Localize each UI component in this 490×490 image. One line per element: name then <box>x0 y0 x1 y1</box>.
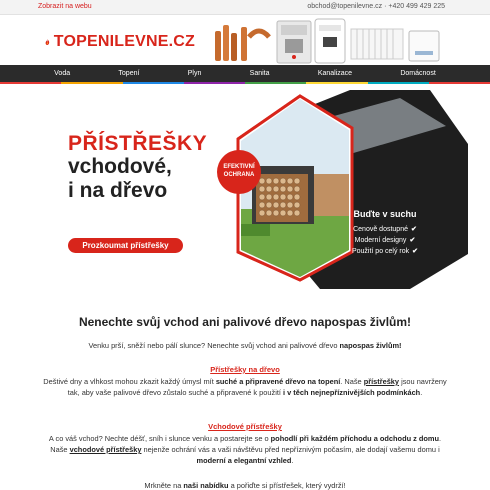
copper-fittings-icon <box>215 25 269 61</box>
flame-icon <box>45 27 50 57</box>
subheading-wood-shelters[interactable]: Přístřešky na dřevo <box>210 365 280 374</box>
water-heater-icon <box>315 19 345 63</box>
check-icon: ✔ <box>412 248 419 255</box>
check-icon: ✔ <box>409 237 416 244</box>
view-on-web-link[interactable]: Zobrazit na webu <box>38 3 92 10</box>
hero-banner[interactable] <box>0 84 490 294</box>
nav-item-plyn[interactable]: Plyn <box>187 70 202 77</box>
subheading-entrance-shelters[interactable]: Vchodové přístřešky <box>208 422 282 431</box>
offer-link[interactable]: naši nabídku <box>183 481 229 490</box>
nav-item-topeni[interactable]: Topení <box>118 70 140 77</box>
wood-shelters-paragraph: Deštivé dny a vlhkost mohou zkazit každý úmysl mít suché a připravené dřevo na topení. Naše přístřešky jsou navrženy tak, aby vaše palivové dřevo zůstalo suché a připravené k použití i v těch nejnepříznivějších podmínkách. <box>43 377 447 397</box>
entrance-shelters-link[interactable]: vchodové přístřešky <box>69 445 142 454</box>
benefits-list <box>330 209 440 258</box>
nav-item-kanalizace[interactable]: Kanalizace <box>317 70 353 77</box>
benefit-item: Použití po celý rok ✔ <box>351 248 419 255</box>
nav-item-domacnost[interactable]: Domácnost <box>400 70 436 77</box>
nav-item-sanita[interactable]: Sanita <box>249 70 270 77</box>
hero-title-line3: i na dřevo <box>68 179 168 202</box>
benefit-item: Cenově dostupné ✔ <box>353 226 417 233</box>
entrance-shelters-paragraph: A co váš vchod? Nechte déšť, sníh i slunce venku a postarejte se o pohodlí při každém příchodu a odchodu z domu. Naše vchodové přístřešky nejenže ochrání vás a vaši návštěvu před nepříznivým počasím, ale dodají vašemu domu i moderní a elegantní vzhled. <box>48 434 442 465</box>
article-heading: Nenechte svůj vchod ani palivové dřevo napospas živlům! <box>78 315 412 329</box>
nav-item-voda[interactable]: Voda <box>54 70 71 77</box>
explore-shelters-button[interactable]: Prozkoumat přístřešky <box>68 238 183 253</box>
outro-paragraph: Mrkněte na naši nabídku a pořiďte si přístřešek, který vydrží! <box>144 481 346 490</box>
shelters-link[interactable]: přístřešky <box>363 377 400 386</box>
gas-boiler-icon <box>409 31 439 61</box>
brand-name: TOPENILEVNE.CZ <box>53 33 195 50</box>
header <box>0 15 490 65</box>
benefits-heading: Buďte v suchu <box>353 209 417 219</box>
benefit-item: Moderní designy ✔ <box>354 237 416 244</box>
radiator-icon <box>351 29 403 59</box>
main-nav <box>0 65 490 82</box>
check-icon: ✔ <box>411 226 417 233</box>
logo[interactable] <box>45 25 195 59</box>
hero-title-line2: vchodové, <box>68 155 172 178</box>
top-bar <box>0 0 490 15</box>
badge-line2: OCHRANA <box>223 172 255 178</box>
boiler-icon <box>277 21 311 63</box>
hero-title-line1: PŘÍSTŘEŠKY <box>68 132 208 155</box>
contact-info: obchod@topenilevne.cz · +420 499 429 225 <box>307 3 445 10</box>
efficient-protection-badge <box>217 150 261 194</box>
badge-line1: EFEKTIVNÍ <box>223 164 255 171</box>
intro-paragraph: Venku prší, sněží nebo pálí slunce? Nenechte svůj vchod ani palivové dřevo napospas živlům! <box>88 341 402 350</box>
product-collage-image <box>205 17 450 65</box>
